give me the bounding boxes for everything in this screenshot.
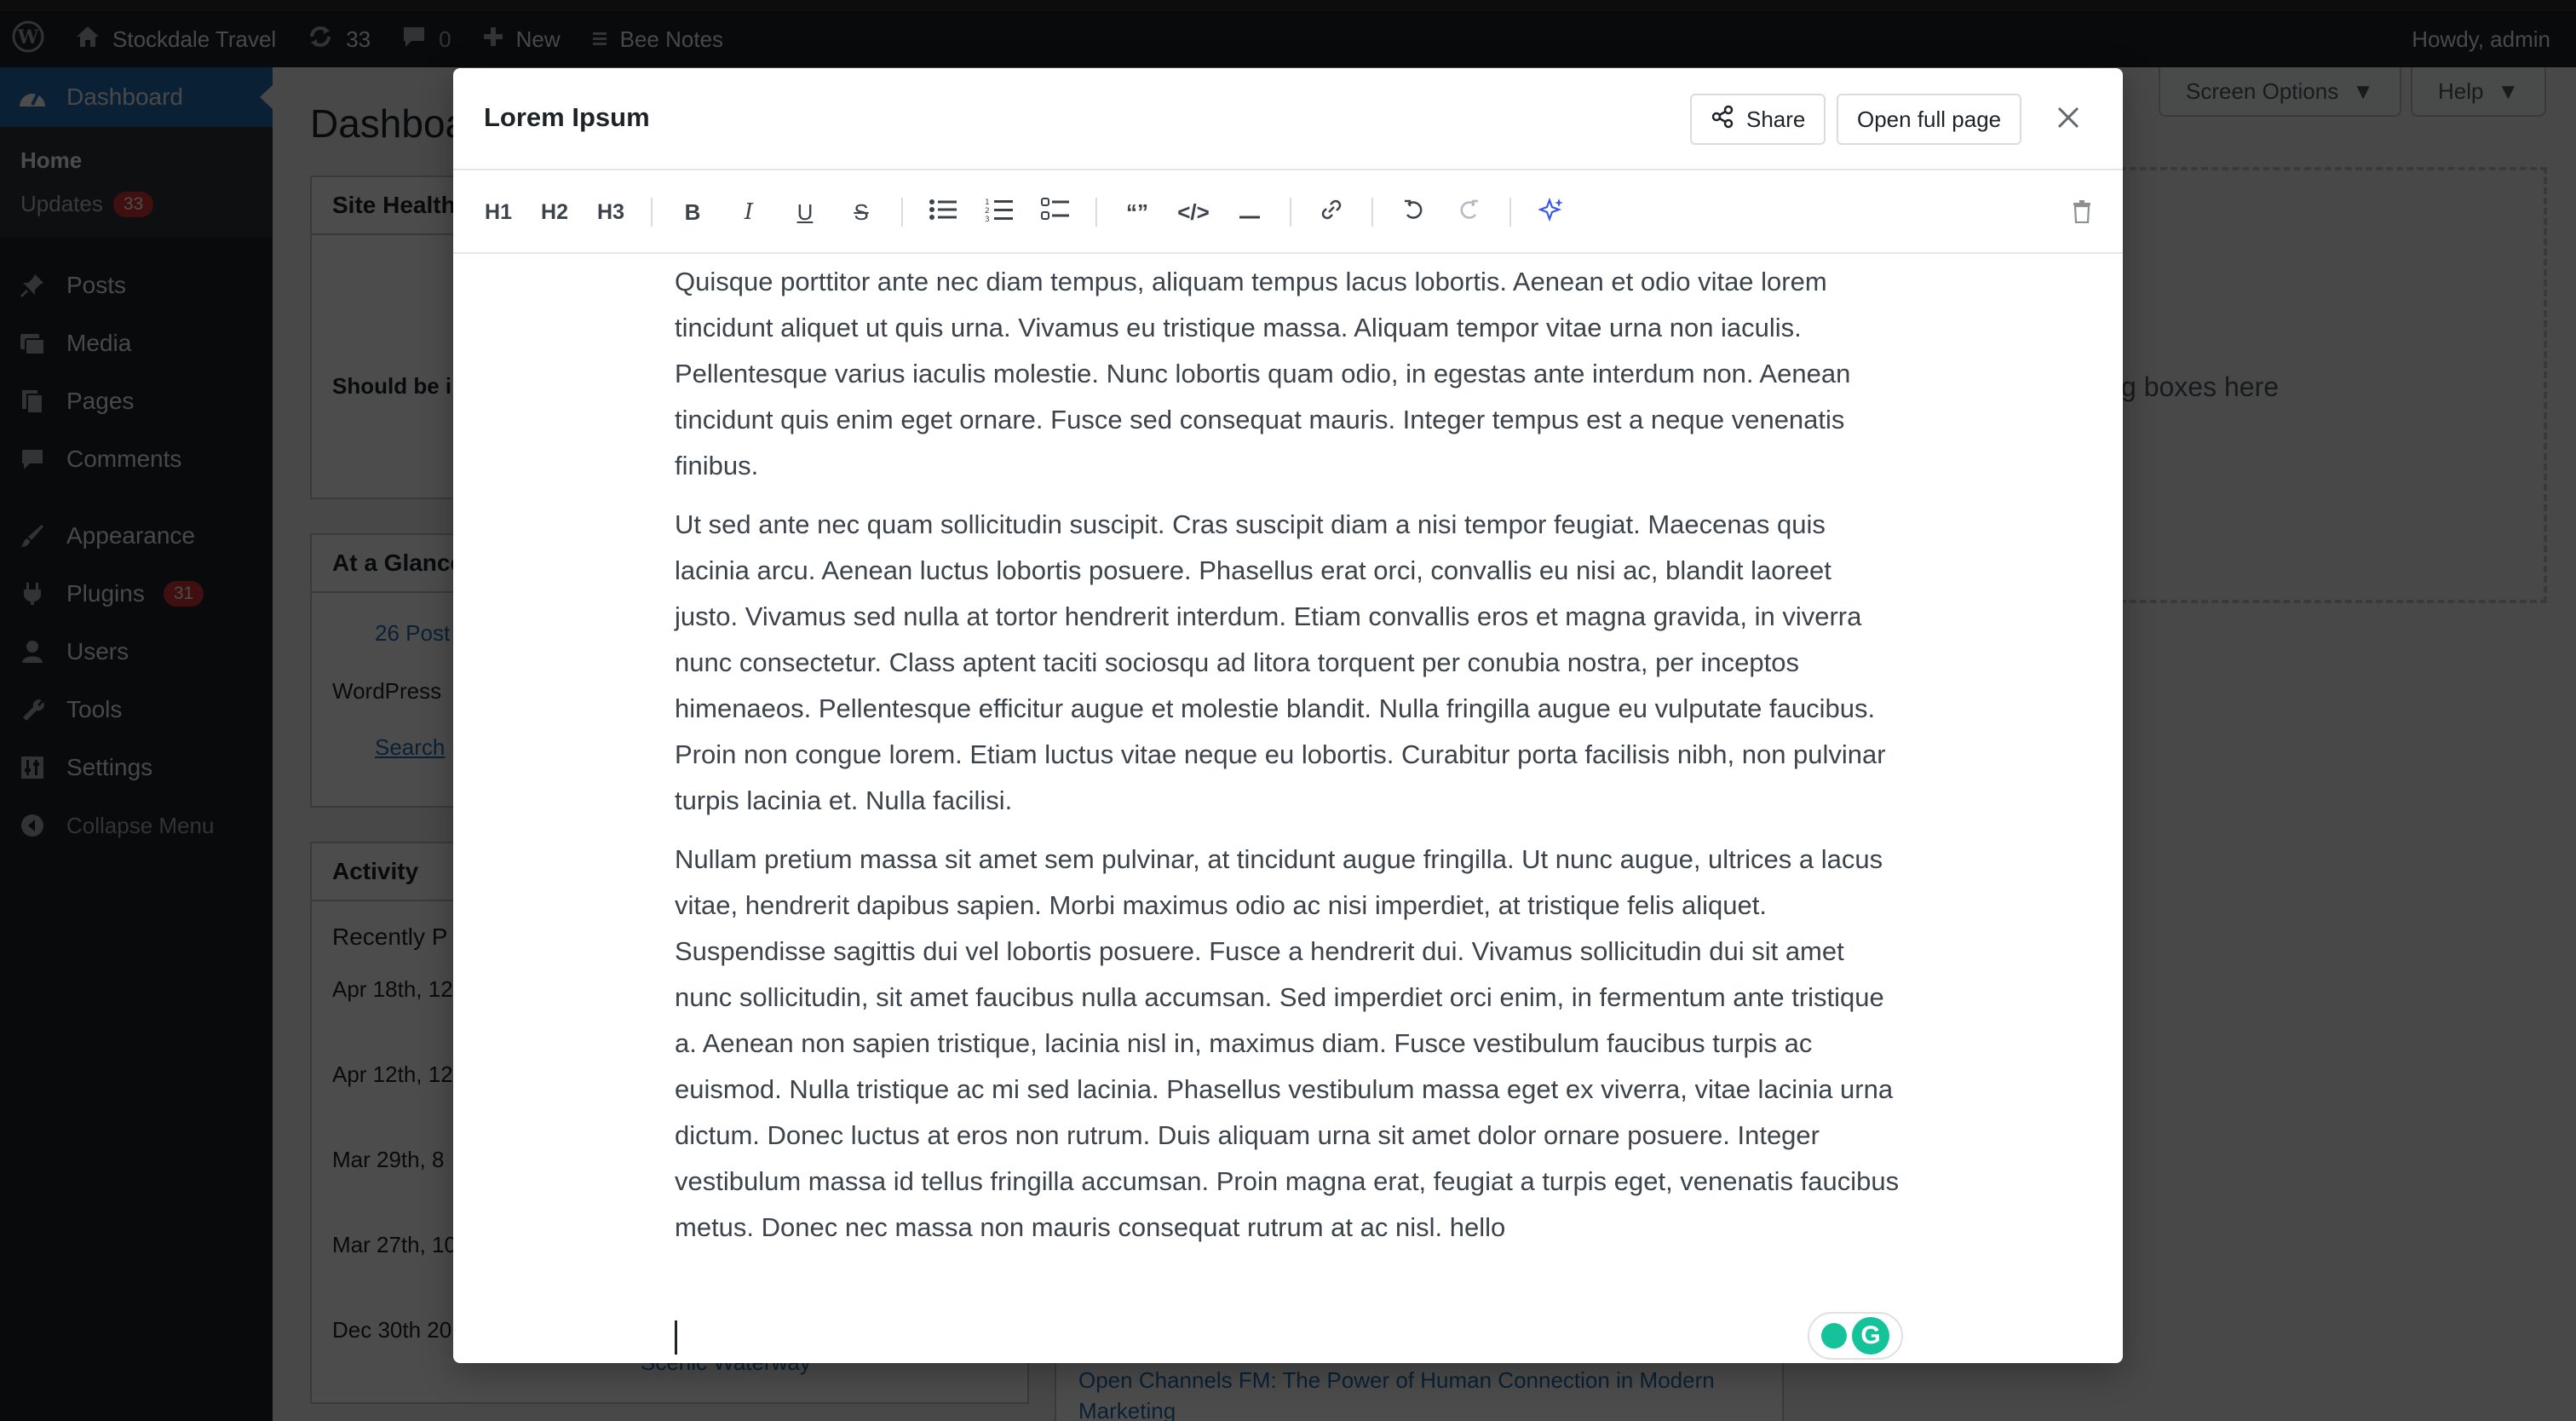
bullet-list-icon <box>929 198 957 227</box>
redo-icon <box>1458 198 1481 227</box>
share-label: Share <box>1746 106 1806 132</box>
ai-assist-button[interactable] <box>1523 188 1579 236</box>
heading-3-button[interactable]: H3 <box>597 199 624 224</box>
heading-1-button[interactable]: H1 <box>485 199 512 224</box>
redo-button[interactable] <box>1441 188 1498 236</box>
close-modal-button[interactable] <box>2051 102 2085 136</box>
close-icon <box>2056 106 2080 134</box>
heading-2-button[interactable]: H2 <box>541 199 568 224</box>
toolbar-divider <box>651 198 653 227</box>
share-button[interactable] <box>1690 94 1826 145</box>
horizontal-rule-button[interactable] <box>1222 188 1278 236</box>
horizontal-rule-icon <box>1239 199 1260 226</box>
svg-text:3: 3 <box>985 215 990 222</box>
lightbulb-icon <box>1821 1323 1847 1349</box>
modal-header <box>453 68 2123 170</box>
grammarly-logo-icon: G <box>1852 1317 1889 1355</box>
grammarly-widget[interactable] <box>1808 1312 1903 1360</box>
underline-button[interactable]: U <box>796 198 814 225</box>
toolbar-divider <box>1290 198 1291 227</box>
paragraph: Nullam pretium massa sit amet sem pulvinar, at tincidunt augue fringilla. Ut nunc augue, ultrices a lacus vitae, hendrerit dapibus sapien. Morbi maximus odio ac nisi imperdiet, at tristique felis aliquet. Suspendisse sagittis dui vel lobortis posuere. Fusce a hendrerit dui. Vivamus sollicitudin dui sit amet nunc sollicitudin, sit amet faucibus nulla accumsan. Sed imperdiet orci enim, in fermentum ante tristique a. Aenean non sapien tristique, lacinia nisl in, maximus diam. Fusce vestibulum faucibus turpis ac euismod. Nulla tristique ac mi sed lacinia. Phasellus vestibulum massa eget ex viverra, vitae lacinia urna dictum. Donec luctus at eros non rutrum. Duis aliquam urna sit amet dolor ornare posuere. Integer vestibulum massa id tellus fringilla accumsan. Proin magna erat, feugiat a turpis eget, venenatis faucibus metus. Donec nec massa non mauris consequat rutrum at ac nisl. hello <box>675 844 1900 1242</box>
task-list-button[interactable] <box>1027 188 1084 236</box>
link-icon <box>1319 197 1344 228</box>
toolbar-divider <box>1371 198 1373 227</box>
toolbar-divider <box>1509 198 1511 227</box>
svg-text:2: 2 <box>985 206 990 216</box>
numbered-list-icon <box>985 197 1014 228</box>
share-icon <box>1711 105 1734 135</box>
code-button[interactable]: </> <box>1177 198 1210 225</box>
numbered-list-button[interactable] <box>971 188 1027 236</box>
delete-note-button[interactable] <box>2063 189 2101 237</box>
open-full-page-button[interactable] <box>1837 94 2021 145</box>
text-cursor <box>675 1320 677 1355</box>
toolbar-divider <box>1095 198 1097 227</box>
bold-button[interactable]: B <box>684 198 701 225</box>
link-button[interactable] <box>1303 188 1360 236</box>
undo-button[interactable] <box>1385 188 1441 236</box>
svg-text:1: 1 <box>985 198 990 207</box>
blockquote-button[interactable]: “” <box>1126 198 1148 225</box>
checklist-icon <box>1041 198 1070 227</box>
bullet-list-button[interactable] <box>915 188 971 236</box>
paragraph: Ut sed ante nec quam sollicitudin suscipit. Cras suscipit diam a nisi tempor feugiat. Maecenas quis lacinia arcu. Aenean luctus lobortis posuere. Phasellus erat orci, convallis eu nisi ac, blandit laoreet justo. Vivamus sed nulla at tortor hendrerit interdum. Etiam convallis eros et magna gravida, in viverra nunc consectetur. Class aptent taciti sociosqu ad litora torquent per conubia nostra, per inceptos himenaeos. Pellentesque efficitur augue et molestie blandit. Nulla fringilla augue eu vulputate faucibus. Proin non congue lorem. Etiam luctus vitae neque eu lobortis. Curabitur porta facilisis nibh, non pulvinar turpis lacinia et. Nulla facilisi. <box>675 509 1886 815</box>
italic-button[interactable]: I <box>744 199 754 225</box>
trash-icon <box>2072 199 2092 227</box>
toolbar-divider <box>901 198 903 227</box>
sparkles-icon <box>1538 197 1564 228</box>
note-editor-modal <box>453 68 2123 1363</box>
editor-toolbar <box>453 172 2123 254</box>
modal-title: Lorem Ipsum <box>484 102 650 132</box>
strikethrough-button[interactable]: S <box>854 198 869 225</box>
editor-content[interactable] <box>675 254 1901 1263</box>
paragraph: Quisque porttitor ante nec diam tempus, aliquam tempus lacus lobortis. Aenean et odio vitae lorem tincidunt aliquet ut quis urna. Vivamus eu tristique massa. Aliquam tempor vitae urna non iaculis. Pellentesque varius iaculis molestie. Nunc lobortis quam odio, in egestas ante interdum non. Aenean tincidunt quis enim eget ornare. Fusce sed consequat mauris. Integer tempus est a neque venenatis finibus. <box>675 267 1851 480</box>
open-full-page-label: Open full page <box>1857 106 2002 132</box>
undo-icon <box>1401 198 1425 227</box>
